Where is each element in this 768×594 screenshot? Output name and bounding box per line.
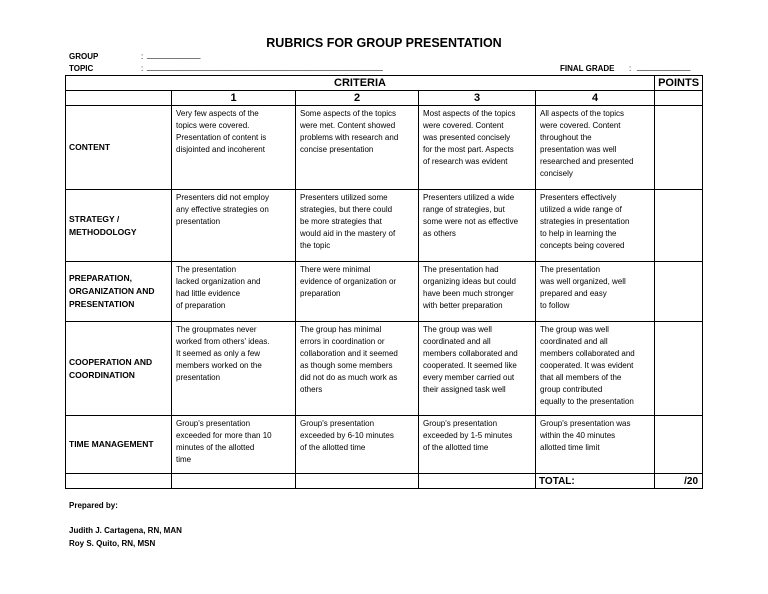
total-blank-cell (66, 474, 172, 489)
criterion-label: STRATEGY / METHODOLOGY (69, 213, 137, 237)
criterion-label: CONTENT (69, 142, 111, 152)
criterion-strategy (66, 190, 172, 262)
rubric-cell (419, 190, 536, 262)
group-blank-line: ____________ (147, 50, 201, 59)
rubric-cell (536, 322, 655, 416)
rubric-cell-text: Most aspects of the topics were covered. Content was presented concisely for the most part. Aspects of research was evident (423, 109, 516, 166)
rubric-cell (296, 416, 419, 474)
total-label: TOTAL: (536, 474, 655, 489)
rubric-cell (172, 416, 296, 474)
rubric-cell (419, 106, 536, 190)
rubric-cell-text: Presenters utilized a wide range of strategies, but some were not as effective as others (423, 193, 519, 238)
final-grade-colon: : (629, 64, 632, 73)
rubric-cell (536, 190, 655, 262)
rubric-cell (172, 106, 296, 190)
rubric-cell (419, 322, 536, 416)
rubric-cell-text: Group's presentation exceeded for more than 10 minutes of the allotted time (176, 419, 272, 464)
points-header: POINTS (655, 76, 703, 91)
criterion-time-management (66, 416, 172, 474)
final-grade-blank-line: ____________ (637, 62, 691, 71)
rubric-cell-text: Presenters effectively utilized a wide range of strategies in presentation to help in learning the concepts being covered (540, 193, 630, 250)
points-cell[interactable] (655, 416, 703, 474)
rubric-cell (536, 262, 655, 322)
total-value: /20 (655, 474, 703, 489)
criterion-cooperation (66, 322, 172, 416)
rubric-cell (536, 106, 655, 190)
rubric-cell-text: Group's presentation exceeded by 6-10 minutes of the allotted time (300, 419, 394, 452)
signatory-1: Judith J. Cartagena, RN, MAN (69, 526, 182, 535)
rubric-cell-text: There were minimal evidence of organization or preparation (300, 265, 397, 298)
total-blank-cell (172, 474, 296, 489)
total-blank-cell (419, 474, 536, 489)
rubric-cell (172, 322, 296, 416)
rubric-cell (172, 262, 296, 322)
header-blank-cell (66, 91, 172, 106)
criterion-label: COOPERATION AND COORDINATION (69, 356, 153, 380)
prepared-by-label: Prepared by: (69, 501, 118, 510)
document-title: RUBRICS FOR GROUP PRESENTATION (266, 36, 502, 50)
criterion-label: TIME MANAGEMENT (69, 439, 154, 449)
signatory-2: Roy S. Quito, RN, MSN (69, 539, 156, 548)
rubric-cell-text: Presenters did not employ any effective strategies on presentation (176, 193, 269, 226)
points-cell[interactable] (655, 322, 703, 416)
topic-blank-line: _____________________________________________________ (147, 62, 383, 71)
rubric-cell-text: The presentation had organizing ideas but could have been much stronger with better preparation (423, 265, 516, 310)
rubric-cell-text: The presentation was well organized, well prepared and easy to follow (540, 265, 626, 310)
points-blank-cell (655, 91, 703, 106)
rubric-cell-text: Group's presentation was within the 40 minutes allotted time limit (540, 419, 631, 452)
rubric-cell-text: Presenters utilized some strategies, but there could be more strategies that would aid in the mastery of the topic (300, 193, 396, 250)
rubric-cell-text: The group was well coordinated and all members collaborated and cooperated. It seemed like every member carried out their assigned task well (423, 325, 518, 394)
level-4-header: 4 (536, 91, 655, 106)
rubric-table (65, 75, 703, 489)
total-row (66, 474, 703, 489)
rubric-cell-text: All aspects of the topics were covered. Content throughout the presentation was well researched and presented concisely (540, 109, 634, 178)
rubric-cell-text: Group's presentation exceeded by 1-5 minutes of the allotted time (423, 419, 513, 452)
points-cell[interactable] (655, 106, 703, 190)
rubric-cell-text: The groupmates never worked from others' ideas. It seemed as only a few members worked on the presentation (176, 325, 270, 382)
rubric-cell (536, 416, 655, 474)
final-grade-label: FINAL GRADE (560, 64, 615, 73)
level-1-header: 1 (172, 91, 296, 106)
table-row (66, 262, 703, 322)
table-row (66, 322, 703, 416)
rubric-cell (296, 262, 419, 322)
rubric-cell-text: The presentation lacked organization and had little evidence of preparation (176, 265, 261, 310)
rubric-cell-text: The group was well coordinated and all members collaborated and cooperated. It was evident that all members of the group contributed equally to the presentation (540, 325, 635, 406)
rubric-cell (419, 416, 536, 474)
rubric-cell (296, 190, 419, 262)
criterion-label: PREPARATION, ORGANIZATION AND PRESENTATION (69, 273, 155, 309)
group-label: GROUP (69, 52, 99, 61)
rubric-cell (419, 262, 536, 322)
points-cell[interactable] (655, 190, 703, 262)
group-colon: : (141, 52, 144, 61)
rubric-cell-text: The group has minimal errors in coordination or collaboration and it seemed as though some members did not do as much work as others (300, 325, 398, 394)
level-2-header: 2 (296, 91, 419, 106)
table-row (66, 416, 703, 474)
table-row (66, 106, 703, 190)
rubric-cell (172, 190, 296, 262)
topic-label: TOPIC (69, 64, 94, 73)
rubric-cell-text: Very few aspects of the topics were covered. Presentation of content is disjointed and incoherent (176, 109, 267, 154)
rubric-cell (296, 322, 419, 416)
criterion-content (66, 106, 172, 190)
points-cell[interactable] (655, 262, 703, 322)
topic-colon: : (141, 64, 144, 73)
criteria-header: CRITERIA (66, 76, 655, 91)
criterion-preparation (66, 262, 172, 322)
total-blank-cell (296, 474, 419, 489)
rubric-cell-text: Some aspects of the topics were met. Content showed problems with research and concise presentation (300, 109, 399, 154)
table-row (66, 190, 703, 262)
level-3-header: 3 (419, 91, 536, 106)
rubric-cell (296, 106, 419, 190)
